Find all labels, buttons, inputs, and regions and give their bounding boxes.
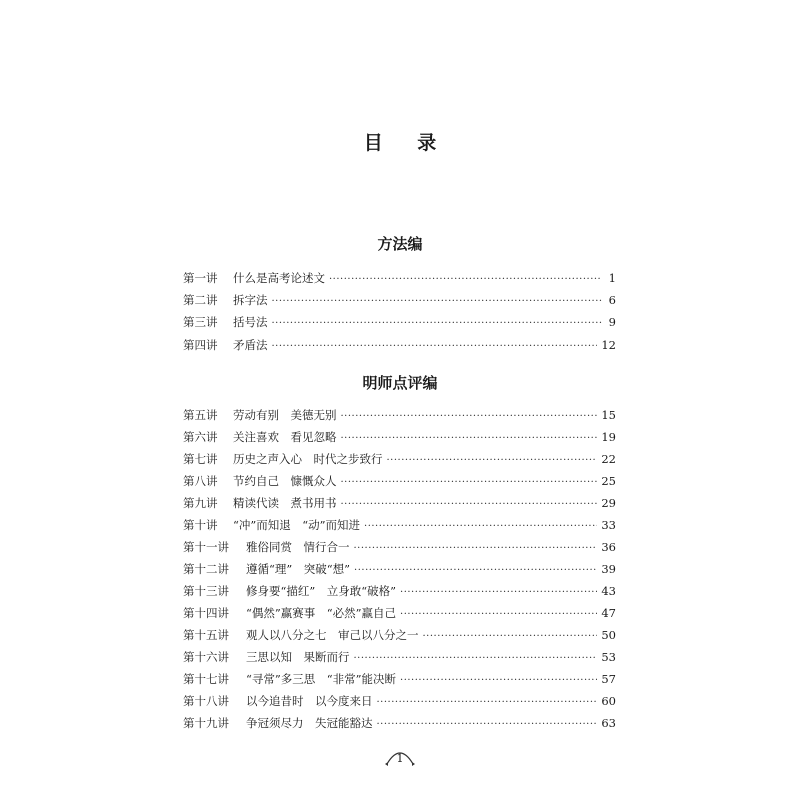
toc-entry-title: 精读代读 煮书用书 bbox=[233, 496, 337, 510]
toc-entry[interactable] bbox=[183, 690, 616, 712]
toc-dot-leader bbox=[272, 336, 598, 358]
toc-entry-page: 15 bbox=[601, 408, 616, 422]
toc-entry-title: 什么是高考论述文 bbox=[233, 271, 325, 285]
toc-entry-title: 三思以知 果断而行 bbox=[246, 650, 350, 664]
toc-entry-title: 观人以八分之七 审己以八分之一 bbox=[246, 628, 419, 642]
toc-entry-title: 关注喜欢 看见忽略 bbox=[233, 430, 337, 444]
toc-entry-number: 第十二讲 bbox=[183, 562, 229, 576]
toc-entry-number: 第五讲 bbox=[183, 408, 218, 422]
toc-entry[interactable] bbox=[183, 334, 616, 356]
toc-dot-leader bbox=[341, 406, 598, 428]
page-footer bbox=[384, 744, 416, 770]
toc-entry[interactable] bbox=[183, 267, 616, 289]
toc-entry-page: 22 bbox=[601, 452, 616, 466]
toc-dot-leader bbox=[387, 450, 598, 472]
toc-entry-page: 43 bbox=[601, 584, 616, 598]
toc-entry-title: 矛盾法 bbox=[233, 337, 268, 352]
toc-entry-page: 63 bbox=[601, 716, 616, 730]
toc-entry-page: 33 bbox=[601, 518, 616, 532]
toc-entry[interactable] bbox=[183, 712, 616, 734]
toc-dot-leader bbox=[354, 560, 597, 582]
toc-entry-page: 12 bbox=[601, 337, 616, 352]
toc-entry[interactable] bbox=[183, 404, 616, 426]
toc-dot-leader bbox=[400, 604, 597, 626]
toc-entry[interactable] bbox=[183, 514, 616, 536]
toc-dot-leader bbox=[354, 538, 598, 560]
toc-entry-number: 第九讲 bbox=[183, 496, 218, 510]
toc-entry[interactable] bbox=[183, 580, 616, 602]
toc-dot-leader bbox=[400, 582, 597, 604]
section-heading-methods: 方法编 bbox=[377, 235, 423, 253]
toc-entry-page: 47 bbox=[601, 606, 616, 620]
toc-entry-number: 第八讲 bbox=[183, 474, 218, 488]
toc-entry-page: 29 bbox=[601, 496, 616, 510]
toc-entry-title: “寻常”多三思 “非常”能决断 bbox=[246, 672, 397, 686]
toc-entry[interactable] bbox=[183, 602, 616, 624]
toc-entry-page: 6 bbox=[608, 293, 616, 308]
toc-entry-title: 节约自己 慷慨众人 bbox=[233, 474, 337, 488]
toc-entry-page: 39 bbox=[601, 562, 616, 576]
toc-entry[interactable] bbox=[183, 470, 616, 492]
toc-entry-number: 第十讲 bbox=[183, 518, 218, 532]
toc-dot-leader bbox=[329, 269, 602, 291]
toc-dot-leader bbox=[341, 428, 598, 450]
toc-entry-title: 拆字法 bbox=[233, 293, 268, 308]
toc-entry-number: 第十四讲 bbox=[183, 606, 229, 620]
toc-entry[interactable] bbox=[183, 536, 616, 558]
toc-entry-number: 第七讲 bbox=[183, 452, 218, 466]
toc-entry-number: 第十八讲 bbox=[183, 694, 229, 708]
toc-entry[interactable] bbox=[183, 311, 616, 333]
toc-entry[interactable] bbox=[183, 558, 616, 580]
toc-entry-number: 第十六讲 bbox=[183, 650, 229, 664]
toc-entry[interactable] bbox=[183, 492, 616, 514]
toc-dot-leader bbox=[364, 516, 597, 538]
toc-entry-title: 劳动有别 美德无别 bbox=[233, 408, 337, 422]
toc-entry-page: 60 bbox=[601, 694, 616, 708]
toc-entry-title: “偶然”赢赛事 “必然”赢自己 bbox=[246, 606, 397, 620]
page-title: 目 录 bbox=[363, 132, 451, 154]
toc-entry[interactable] bbox=[183, 426, 616, 448]
toc-entry-title: 遵循“理” 突破“想” bbox=[246, 562, 351, 576]
toc-entry-number: 第十三讲 bbox=[183, 584, 229, 598]
toc-entry-page: 50 bbox=[601, 628, 616, 642]
section-heading-teacher-reviews: 明师点评编 bbox=[362, 374, 438, 392]
toc-entry-page: 57 bbox=[601, 672, 616, 686]
toc-entry-title: 括号法 bbox=[233, 315, 268, 330]
toc-dot-leader bbox=[272, 291, 603, 313]
page-number: 1 bbox=[396, 752, 404, 765]
toc-dot-leader bbox=[341, 494, 598, 516]
toc-entry-page: 53 bbox=[601, 650, 616, 664]
toc-entry-title: 以今追昔时 以今度来日 bbox=[246, 694, 373, 708]
toc-entry-page: 1 bbox=[608, 271, 616, 285]
toc-entry-number: 第六讲 bbox=[183, 430, 218, 444]
toc-dot-leader bbox=[423, 626, 598, 648]
toc-entry-title: 修身要“描红” 立身敢“破格” bbox=[246, 584, 397, 598]
toc-entry-number: 第二讲 bbox=[183, 293, 218, 308]
toc-entry-number: 第三讲 bbox=[183, 315, 218, 330]
toc-entry[interactable] bbox=[183, 668, 616, 690]
toc-entry-page: 25 bbox=[601, 474, 616, 488]
toc-entry-number: 第十一讲 bbox=[183, 540, 229, 554]
toc-dot-leader bbox=[354, 648, 598, 670]
toc-entry-number: 第一讲 bbox=[183, 271, 218, 285]
toc-entry-page: 9 bbox=[608, 315, 616, 330]
toc-dot-leader bbox=[341, 472, 598, 494]
toc-dot-leader bbox=[272, 313, 603, 335]
toc-entry[interactable] bbox=[183, 624, 616, 646]
toc-entry[interactable] bbox=[183, 448, 616, 470]
toc-entry-number: 第四讲 bbox=[183, 337, 218, 352]
toc-entry-title: “冲”而知退 “动”而知进 bbox=[233, 518, 361, 532]
toc-entry-number: 第十五讲 bbox=[183, 628, 229, 642]
toc-entry-page: 19 bbox=[601, 430, 616, 444]
toc-entry-title: 雅俗同赏 情行合一 bbox=[246, 540, 350, 554]
toc-list-methods bbox=[183, 267, 616, 356]
toc-list-teacher-reviews bbox=[183, 404, 616, 734]
toc-dot-leader bbox=[377, 714, 598, 736]
toc-entry-title: 争冠须尽力 失冠能豁达 bbox=[246, 716, 373, 730]
toc-entry-page: 36 bbox=[601, 540, 616, 554]
toc-dot-leader bbox=[377, 692, 598, 714]
toc-dot-leader bbox=[400, 670, 597, 692]
toc-entry[interactable] bbox=[183, 646, 616, 668]
toc-entry-number: 第十九讲 bbox=[183, 716, 229, 730]
toc-entry-title: 历史之声入心 时代之步致行 bbox=[233, 452, 383, 466]
toc-entry[interactable] bbox=[183, 289, 616, 311]
toc-entry-number: 第十七讲 bbox=[183, 672, 229, 686]
